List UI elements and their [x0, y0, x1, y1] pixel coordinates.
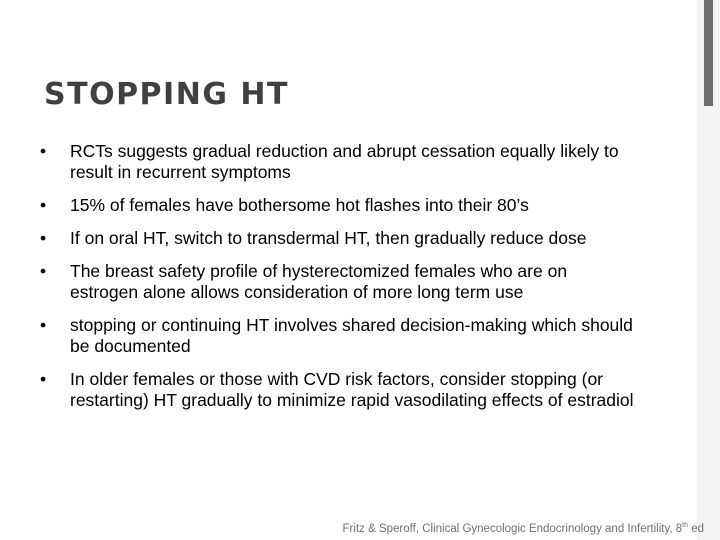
bullet-item	[36, 369, 636, 411]
bullet-list	[36, 141, 636, 423]
vertical-scrollbar[interactable]	[697, 0, 720, 540]
bullet-icon: •	[40, 141, 47, 161]
citation-superscript: th	[682, 522, 688, 529]
bullet-text: stopping or continuing HT involves shared decision-making which should be documented	[70, 315, 633, 356]
bullet-text: If on oral HT, switch to transdermal HT, then gradually reduce dose	[70, 228, 587, 248]
bullet-text: In older females or those with CVD risk factors, consider stopping (or restarting) HT gradually to minimize rapid vasodilating effects of estradiol	[70, 369, 634, 410]
slide-title: STOPPING HT	[44, 77, 289, 112]
bullet-item	[36, 141, 636, 183]
bullet-item	[36, 315, 636, 357]
bullet-icon: •	[40, 195, 47, 215]
bullet-text: The breast safety profile of hysterectomized females who are on estrogen alone allows consideration of more long term use	[70, 261, 568, 302]
bullet-item	[36, 261, 636, 303]
bullet-icon: •	[40, 228, 47, 248]
bullet-icon: •	[40, 369, 47, 389]
bullet-text: RCTs suggests gradual reduction and abrupt cessation equally likely to result in recurrent symptoms	[70, 141, 619, 182]
citation-text: Fritz & Speroff, Clinical Gynecologic Endocrinology and Infertility, 8	[342, 522, 683, 535]
bullet-item	[36, 195, 636, 216]
bullet-icon: •	[40, 315, 47, 335]
citation-suffix: ed	[688, 522, 704, 535]
bullet-item	[36, 228, 636, 249]
bullet-text: 15% of females have bothersome hot flashes into their 80’s	[70, 195, 529, 215]
scrollbar-thumb[interactable]	[704, 0, 713, 106]
bullet-icon: •	[40, 261, 47, 281]
citation	[343, 522, 704, 535]
